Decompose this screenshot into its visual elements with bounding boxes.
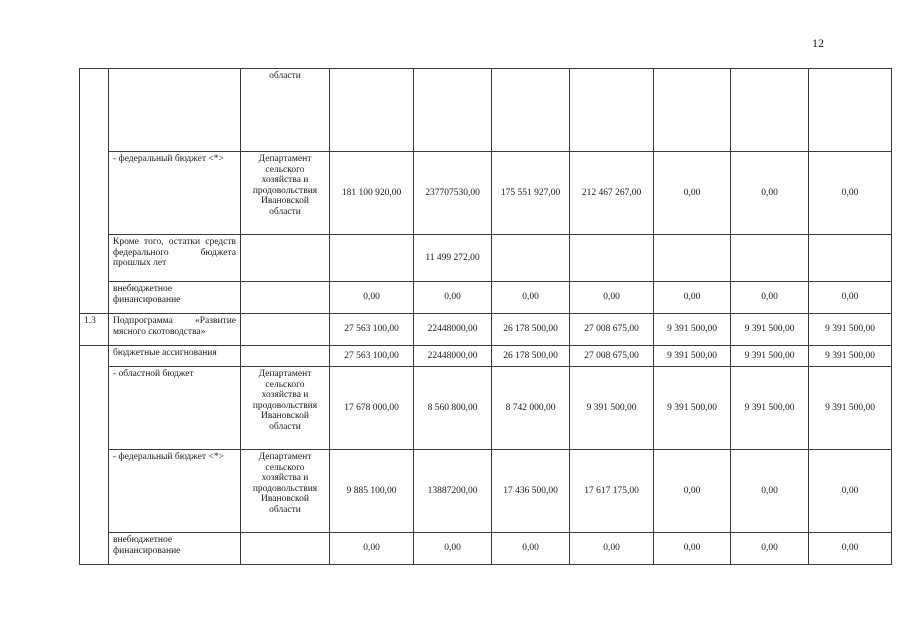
value-cell: 175 551 927,00 xyxy=(492,152,570,235)
value-cell: 0,00 xyxy=(731,450,809,533)
row-number-cell xyxy=(80,69,109,314)
budget-table xyxy=(79,68,892,565)
value-cell: 0,00 xyxy=(330,282,414,314)
row-name-cell: - федеральный бюджет <*> xyxy=(109,152,241,235)
value-cell: 17 678 000,00 xyxy=(330,367,414,450)
row-name-cell: - федеральный бюджет <*> xyxy=(109,450,241,533)
value-cell xyxy=(731,235,809,282)
row-name-cell: - областной бюджет xyxy=(109,367,241,450)
value-cell: 22448000,00 xyxy=(414,346,492,367)
row-name-cell: внебюджетное финансирование xyxy=(109,533,241,565)
value-cell: 9 391 500,00 xyxy=(570,367,654,450)
value-cell: 0,00 xyxy=(492,533,570,565)
table-row xyxy=(80,235,892,282)
table-row xyxy=(80,450,892,533)
value-cell: 26 178 500,00 xyxy=(492,314,570,346)
row-number-cell: 1.3 xyxy=(80,314,109,346)
value-cell: 17 617 175,00 xyxy=(570,450,654,533)
value-cell: 0,00 xyxy=(654,533,731,565)
value-cell: 181 100 920,00 xyxy=(330,152,414,235)
value-cell: 0,00 xyxy=(731,533,809,565)
table-row xyxy=(80,69,892,152)
row-name-cell: внебюджетное финансирование xyxy=(109,282,241,314)
value-cell: 0,00 xyxy=(809,152,892,235)
table-row xyxy=(80,152,892,235)
value-cell: 9 391 500,00 xyxy=(731,367,809,450)
table-row xyxy=(80,367,892,450)
value-cell: 13887200,00 xyxy=(414,450,492,533)
executor-cell xyxy=(241,533,330,565)
value-cell xyxy=(809,235,892,282)
value-cell: 0,00 xyxy=(809,533,892,565)
value-cell: 9 391 500,00 xyxy=(654,314,731,346)
value-cell xyxy=(570,235,654,282)
value-cell: 11 499 272,00 xyxy=(414,235,492,282)
row-name-cell xyxy=(109,69,241,152)
value-cell xyxy=(330,235,414,282)
value-cell xyxy=(654,235,731,282)
row-name-cell: Подпрограмма «Развитие мясного скотоводства» xyxy=(109,314,241,346)
row-number-cell xyxy=(80,346,109,565)
value-cell: 9 391 500,00 xyxy=(809,314,892,346)
value-cell: 27 563 100,00 xyxy=(330,346,414,367)
value-cell: 0,00 xyxy=(654,450,731,533)
value-cell: 9 391 500,00 xyxy=(654,346,731,367)
value-cell: 0,00 xyxy=(330,533,414,565)
value-cell: 0,00 xyxy=(414,282,492,314)
value-cell: 0,00 xyxy=(654,282,731,314)
table-row xyxy=(80,282,892,314)
executor-cell xyxy=(241,282,330,314)
executor-cell: области xyxy=(241,69,330,152)
value-cell: 0,00 xyxy=(570,282,654,314)
value-cell: 9 391 500,00 xyxy=(731,314,809,346)
value-cell: 8 742 000,00 xyxy=(492,367,570,450)
table-row xyxy=(80,314,892,346)
executor-cell xyxy=(241,346,330,367)
value-cell: 0,00 xyxy=(731,152,809,235)
value-cell: 9 885 100,00 xyxy=(330,450,414,533)
row-name-cell: Кроме того, остатки средств федерального бюджета прошлых лет xyxy=(109,235,241,282)
value-cell: 9 391 500,00 xyxy=(731,346,809,367)
value-cell: 0,00 xyxy=(809,450,892,533)
value-cell xyxy=(570,69,654,152)
table-row xyxy=(80,346,892,367)
executor-cell xyxy=(241,314,330,346)
value-cell xyxy=(809,69,892,152)
executor-cell: Департамент сельского хозяйства и продовольствия Ивановской области xyxy=(241,450,330,533)
value-cell: 0,00 xyxy=(492,282,570,314)
value-cell: 27 563 100,00 xyxy=(330,314,414,346)
value-cell xyxy=(492,69,570,152)
value-cell: 9 391 500,00 xyxy=(654,367,731,450)
value-cell xyxy=(731,69,809,152)
row-name-cell: бюджетные ассигнования xyxy=(109,346,241,367)
value-cell: 237707530,00 xyxy=(414,152,492,235)
value-cell: 0,00 xyxy=(731,282,809,314)
value-cell: 22448000,00 xyxy=(414,314,492,346)
value-cell: 0,00 xyxy=(654,152,731,235)
value-cell: 27 008 675,00 xyxy=(570,314,654,346)
value-cell: 27 008 675,00 xyxy=(570,346,654,367)
page-number: 12 xyxy=(812,36,824,50)
table-row xyxy=(80,533,892,565)
value-cell: 26 178 500,00 xyxy=(492,346,570,367)
value-cell: 0,00 xyxy=(809,282,892,314)
value-cell xyxy=(492,235,570,282)
value-cell xyxy=(330,69,414,152)
executor-cell xyxy=(241,235,330,282)
value-cell: 9 391 500,00 xyxy=(809,367,892,450)
value-cell: 0,00 xyxy=(414,533,492,565)
executor-cell: Департамент сельского хозяйства и продовольствия Ивановской области xyxy=(241,367,330,450)
value-cell xyxy=(654,69,731,152)
value-cell: 17 436 500,00 xyxy=(492,450,570,533)
value-cell xyxy=(414,69,492,152)
value-cell: 0,00 xyxy=(570,533,654,565)
value-cell: 212 467 267,00 xyxy=(570,152,654,235)
value-cell: 8 560 800,00 xyxy=(414,367,492,450)
executor-cell: Департамент сельского хозяйства и продовольствия Ивановской области xyxy=(241,152,330,235)
value-cell: 9 391 500,00 xyxy=(809,346,892,367)
